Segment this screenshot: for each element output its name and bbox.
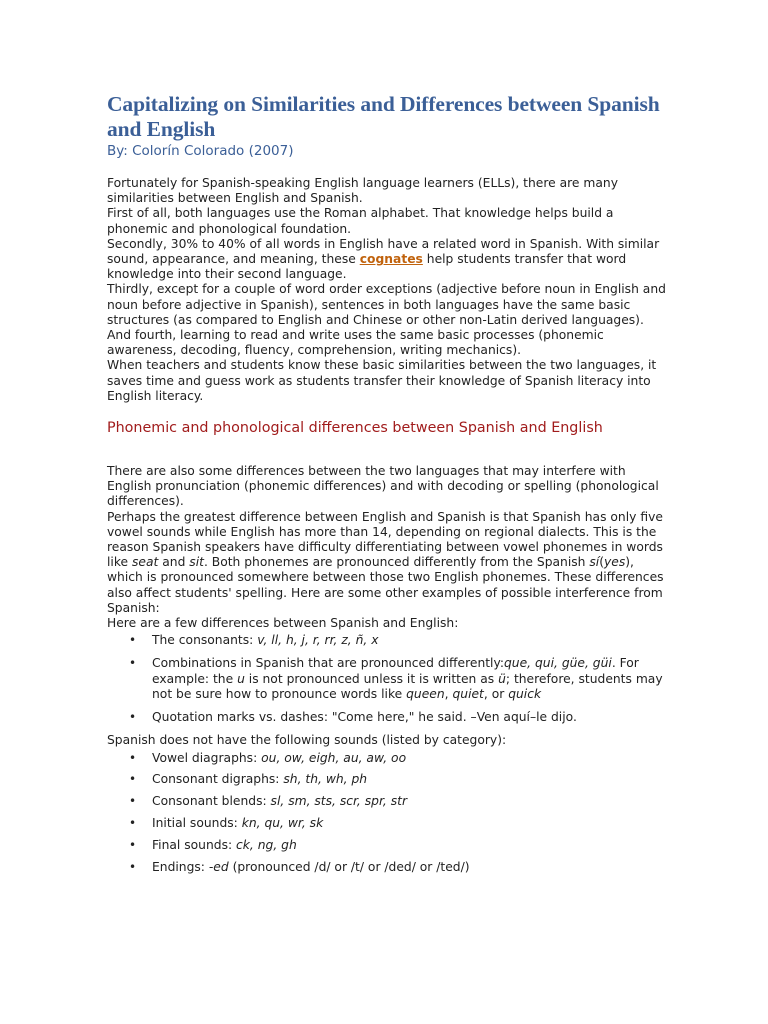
s2p2-b: . Both phonemes are pronounced differently from the Spanish — [203, 555, 590, 570]
consonants-values: v, ll, h, j, r, rr, z, ñ, x — [257, 633, 379, 648]
differences-list — [107, 633, 667, 725]
s2p2-d: ), which is pronounced somewhere between those two English phonemes. These differences also affect students' spelling. Here are some other examples of possible interference from Spanish: — [107, 555, 664, 615]
intro-paragraph-6: When teachers and students know these basic similarities between the two languages, it saves time and guess work as students transfer their knowledge of Spanish literacy into English literacy. — [107, 358, 657, 403]
combos-text-c: is not pronounced unless it is written as — [244, 671, 499, 686]
list-item — [127, 656, 667, 702]
word-quiet: quiet — [452, 686, 484, 701]
section-paragraph-2 — [107, 510, 667, 616]
list-item — [127, 816, 667, 831]
intro-p3-text-a: Secondly, 30% to 40% of all words in English have a related word in Spanish. With similar sound, appearance, and meaning, these — [107, 236, 660, 267]
missing-sounds-list — [107, 751, 667, 876]
combos-comma: , — [444, 686, 453, 701]
consonants-label: The consonants: — [152, 633, 258, 648]
letter-u-umlaut: ü — [498, 671, 506, 686]
list-item — [127, 860, 667, 875]
combos-text-b: . For example: the — [152, 656, 639, 686]
intro-paragraph-2: First of all, both languages use the Roman alphabet. That knowledge helps build a phonemic and phonological foundation. — [107, 206, 614, 236]
word-queen: queen — [406, 686, 445, 701]
intro-paragraph-5: And fourth, learning to read and write uses the same basic processes (phonemic awareness, decoding, fluency, comprehension, writing mechanics). — [107, 328, 604, 358]
item-label: Initial sounds: — [152, 816, 242, 831]
item-suffix: (pronounced /d/ or /t/ or /ded/ or /ted/) — [228, 859, 470, 874]
section-paragraph-3: Here are a few differences between Spanish and English: — [107, 616, 459, 631]
item-values: ou, ow, eigh, au, aw, oo — [261, 750, 407, 765]
section-heading: Phonemic and phonological differences between Spanish and English — [107, 420, 603, 437]
intro-paragraph-3 — [107, 237, 667, 283]
cognates-link[interactable]: cognates — [359, 252, 423, 267]
item-values: sh, th, wh, ph — [283, 772, 368, 787]
page-title: Capitalizing on Similarities and Differences between Spanish and English — [107, 92, 660, 141]
item-label: Consonant blends: — [152, 794, 271, 809]
s2p2-and: and — [158, 555, 190, 570]
item-label: Consonant digraphs: — [152, 772, 284, 787]
combos-text-d: ; therefore, students may not be sure how to pronounce words like — [152, 671, 663, 701]
section-paragraph-4: Spanish does not have the following sounds (listed by category): — [107, 733, 507, 748]
combos-text-a: Combinations in Spanish that are pronounced differently: — [152, 656, 504, 671]
item-values: -ed — [208, 859, 229, 874]
list-item — [127, 633, 667, 648]
item-label: Final sounds: — [152, 838, 237, 853]
list-item — [127, 751, 667, 766]
item-label: Vowel diagraphs: — [152, 750, 262, 765]
intro-paragraph-4: Thirdly, except for a couple of word order exceptions (adjective before noun in English and noun before adjective in Spanish), sentences in both languages have the same basic structures (as compared to English and Chinese or other non-Latin derived languages). — [107, 282, 666, 327]
combos-values: que, qui, güe, güi — [504, 656, 612, 671]
word-yes: yes — [604, 555, 626, 570]
intro-paragraph-1: Fortunately for Spanish-speaking English language learners (ELLs), there are many similarities between English and Spanish. — [107, 176, 618, 206]
item-label: Endings: — [152, 859, 209, 874]
list-item — [127, 772, 667, 787]
intro-p3-text-b: help students transfer that word knowledge into their second language. — [107, 252, 627, 282]
list-item — [127, 794, 667, 809]
word-si: sí — [589, 555, 600, 570]
section-paragraph-1: There are also some differences between the two languages that may interfere with English pronunciation (phonemic differences) and with decoding or spelling (phonological differences). — [107, 464, 659, 509]
item-values: ck, ng, gh — [236, 838, 297, 853]
list-item: • Quotation marks vs. dashes: "Come here," he said. –Ven aquí–le dijo. — [127, 710, 667, 725]
byline: By: Colorín Colorado (2007) — [107, 143, 294, 159]
item-values: kn, qu, wr, sk — [241, 816, 324, 831]
word-seat: seat — [132, 555, 159, 570]
letter-u: u — [237, 671, 245, 686]
s2p2-c: ( — [599, 555, 604, 570]
list-item — [127, 838, 667, 853]
combos-or: , or — [483, 686, 509, 701]
word-quick: quick — [508, 686, 542, 701]
s2p2-a: Perhaps the greatest difference between English and Spanish is that Spanish has only five vowel sounds while English has more than 14, depending on regional dialects. This is the reason Spanish speakers have difficulty differentiating between vowel phonemes in words like — [107, 509, 663, 570]
word-sit: sit — [189, 555, 204, 570]
item-values: sl, sm, sts, scr, spr, str — [270, 794, 407, 809]
